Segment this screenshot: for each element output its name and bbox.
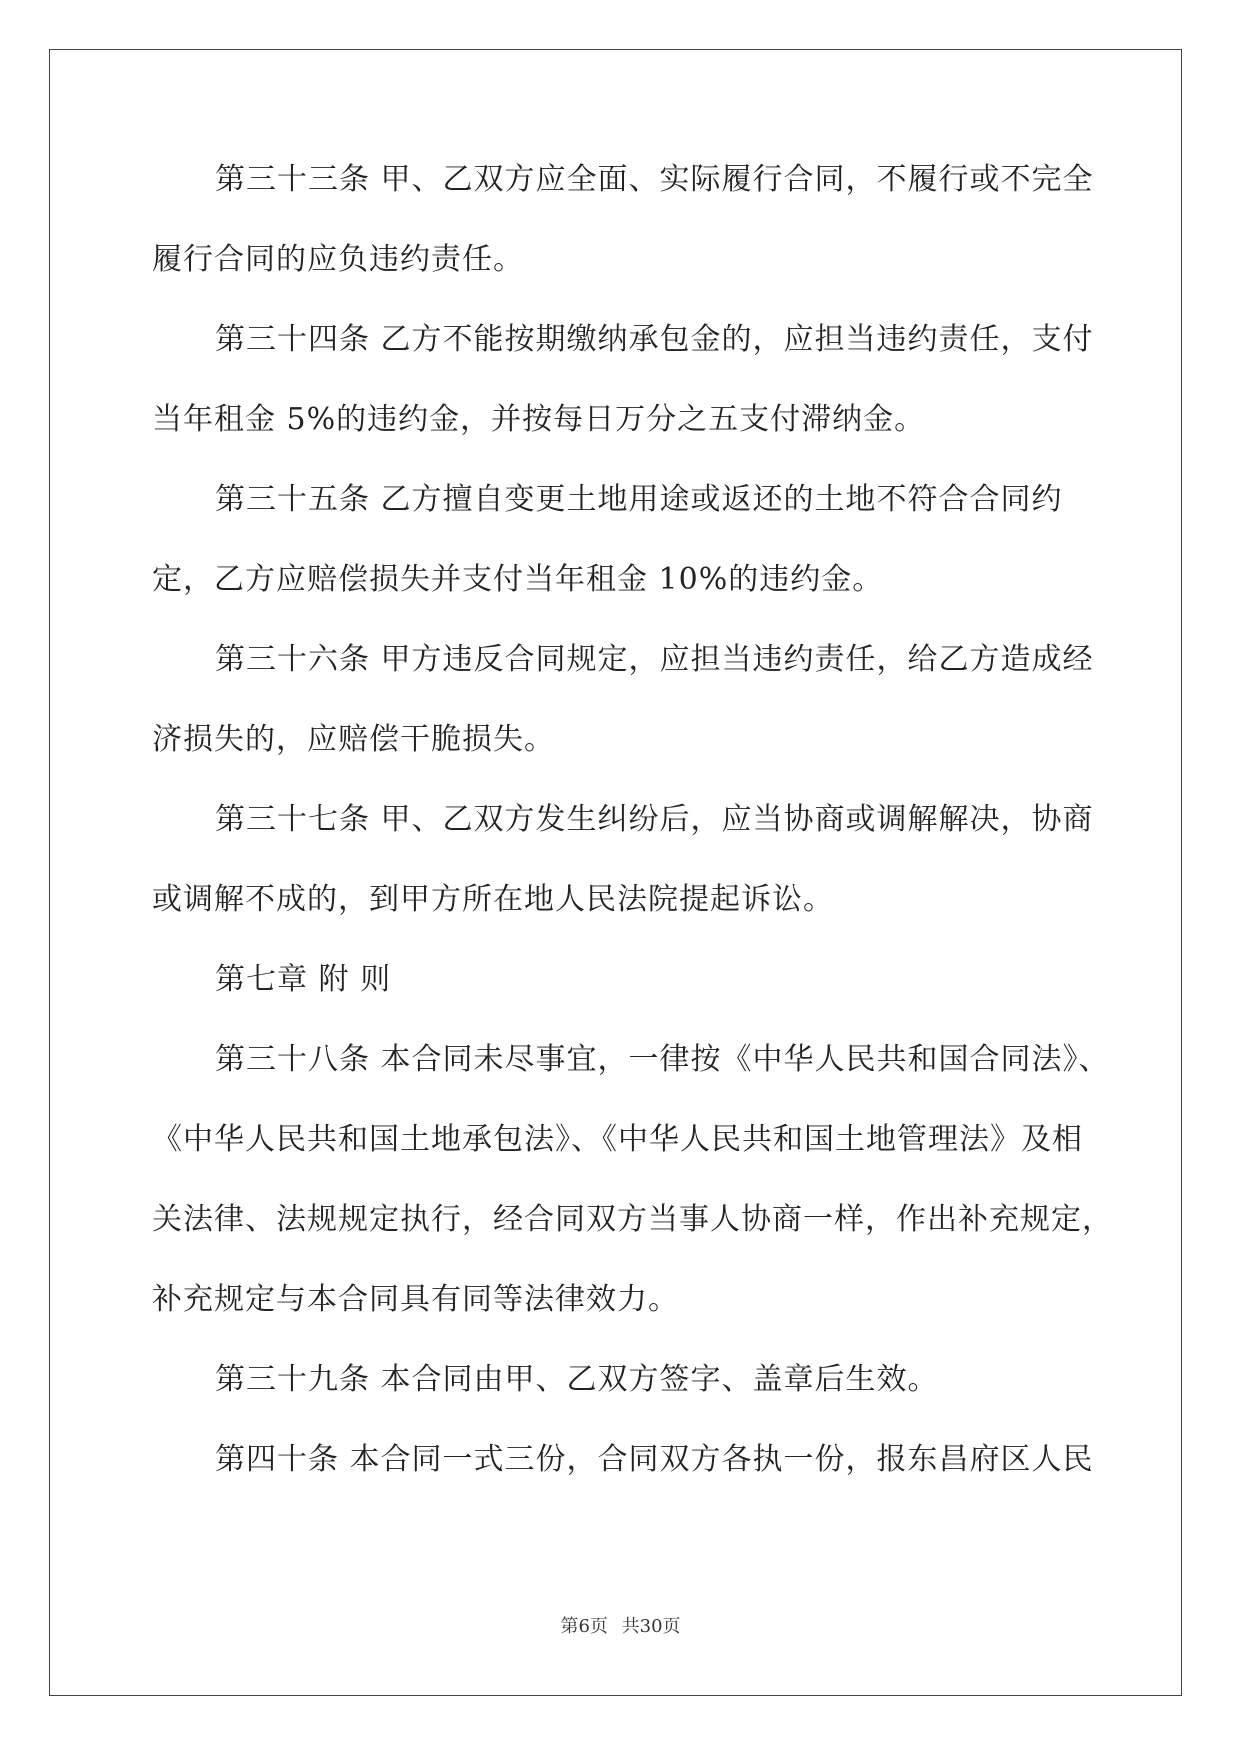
- article-38-line-3: 关法律、法规规定执行，经合同双方当事人协商一样，作出补充规定，: [152, 1202, 1113, 1237]
- chapter-7-heading: 第七章 附 则: [215, 962, 392, 997]
- article-37-line-2: 或调解不成的，到甲方所在地人民法院提起诉讼。: [152, 882, 834, 917]
- page-number-total: 共30页: [621, 1616, 681, 1637]
- article-38-line-1: 第三十八条 本合同未尽事宜，一律按《中华人民共和国合同法》、: [215, 1042, 1110, 1077]
- article-34-line-2: 当年租金 5%的违约金，并按每日万分之五支付滞纳金。: [152, 402, 926, 437]
- page-footer: [0, 1615, 1241, 1639]
- article-34-line-1: 第三十四条 乙方不能按期缴纳承包金的，应担当违约责任，支付: [215, 322, 1094, 357]
- article-38-line-4: 补充规定与本合同具有同等法律效力。: [152, 1282, 679, 1317]
- article-37-line-1: 第三十七条 甲、乙双方发生纠纷后，应当协商或调解解决，协商: [215, 802, 1094, 837]
- article-40-line-1: 第四十条 本合同一式三份，合同双方各执一份，报东昌府区人民: [215, 1442, 1094, 1477]
- article-38-line-2: 《中华人民共和国土地承包法》、《中华人民共和国土地管理法》及相: [152, 1122, 1083, 1157]
- article-35-line-1: 第三十五条 乙方擅自变更土地用途或返还的土地不符合合同约: [215, 482, 1063, 517]
- article-36-line-1: 第三十六条 甲方违反合同规定，应担当违约责任，给乙方造成经: [215, 642, 1094, 677]
- article-35-line-2: 定，乙方应赔偿损失并支付当年租金 10%的违约金。: [152, 562, 884, 597]
- article-33-line-2: 履行合同的应负违约责任。: [152, 242, 524, 277]
- article-36-line-2: 济损失的，应赔偿干脆损失。: [152, 722, 555, 757]
- page-number-current: 第6页: [560, 1616, 608, 1637]
- article-33-line-1: 第三十三条 甲、乙双方应全面、实际履行合同，不履行或不完全: [215, 162, 1094, 197]
- article-39-line-1: 第三十九条 本合同由甲、乙双方签字、盖章后生效。: [215, 1362, 939, 1397]
